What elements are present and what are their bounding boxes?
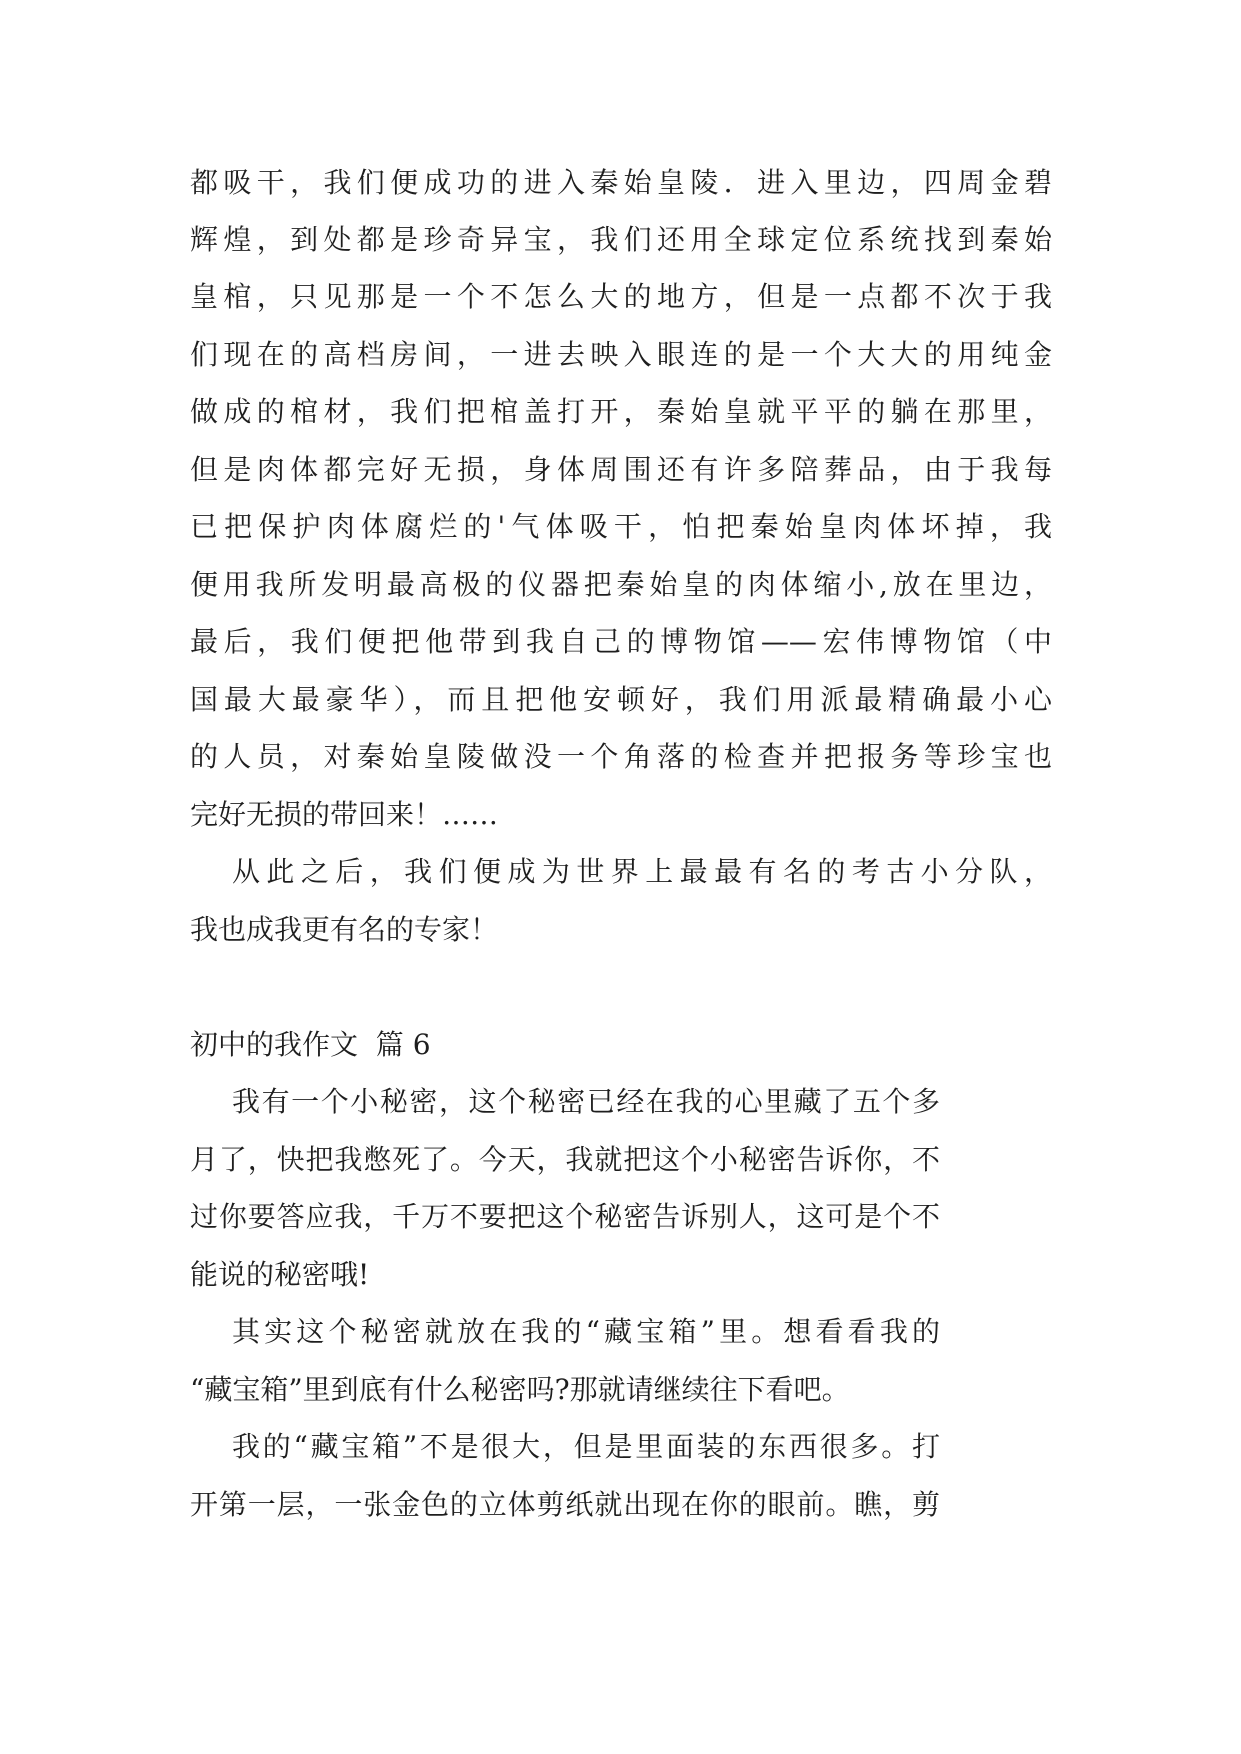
paragraph-start-line: 我的“藏宝箱”不是很大，但是里面装的东西很多。打: [232, 1430, 940, 1463]
text-line: 但是肉体都完好无损，身体周围还有许多陪葬品，由于我每: [190, 453, 1052, 486]
text-line: 已把保护肉体腐烂的'气体吸干，怕把秦始皇肉体坏掉，我: [190, 510, 1052, 543]
text-line: 完好无损的带回来！……: [190, 798, 499, 831]
text-line: 月了，快把我憋死了。今天，我就把这个小秘密告诉你，不: [190, 1143, 940, 1176]
text-line: 都吸干，我们便成功的进入秦始皇陵．进入里边，四周金碧: [190, 166, 1052, 199]
section-heading: 初中的我作文 篇 6: [190, 1028, 431, 1061]
text-line: 能说的秘密哦!: [190, 1258, 370, 1291]
paragraph-start-line: 我有一个小秘密，这个秘密已经在我的心里藏了五个多: [232, 1085, 940, 1118]
text-line: 最后，我们便把他带到我自己的博物馆——宏伟博物馆（中: [190, 625, 1052, 658]
text-line: 国最大最豪华），而且把他安顿好，我们用派最精确最小心: [190, 683, 1052, 716]
text-line: 辉煌，到处都是珍奇异宝，我们还用全球定位系统找到秦始: [190, 223, 1052, 256]
text-line: “藏宝箱”里到底有什么秘密吗?那就请继续往下看吧。: [190, 1373, 850, 1406]
text-line: 做成的棺材，我们把棺盖打开，秦始皇就平平的躺在那里，: [190, 395, 1052, 428]
paragraph-start-line: 从此之后，我们便成为世界上最最有名的考古小分队，: [232, 855, 1052, 888]
text-line: 开第一层，一张金色的立体剪纸就出现在你的眼前。瞧，剪: [190, 1488, 940, 1521]
text-line: 我也成我更有名的专家！: [190, 913, 499, 946]
paragraph-start-line: 其实这个秘密就放在我的“藏宝箱”里。想看看我的: [232, 1315, 940, 1348]
text-line: 过你要答应我，千万不要把这个秘密告诉别人，这可是个不: [190, 1200, 940, 1233]
text-line: 们现在的高档房间，一进去映入眼连的是一个大大的用纯金: [190, 338, 1052, 371]
text-line: 便用我所发明最高极的仪器把秦始皇的肉体缩小,放在里边，: [190, 568, 1052, 601]
text-line: 皇棺，只见那是一个不怎么大的地方，但是一点都不次于我: [190, 280, 1052, 313]
text-line: 的人员，对秦始皇陵做没一个角落的检查并把报务等珍宝也: [190, 740, 1052, 773]
